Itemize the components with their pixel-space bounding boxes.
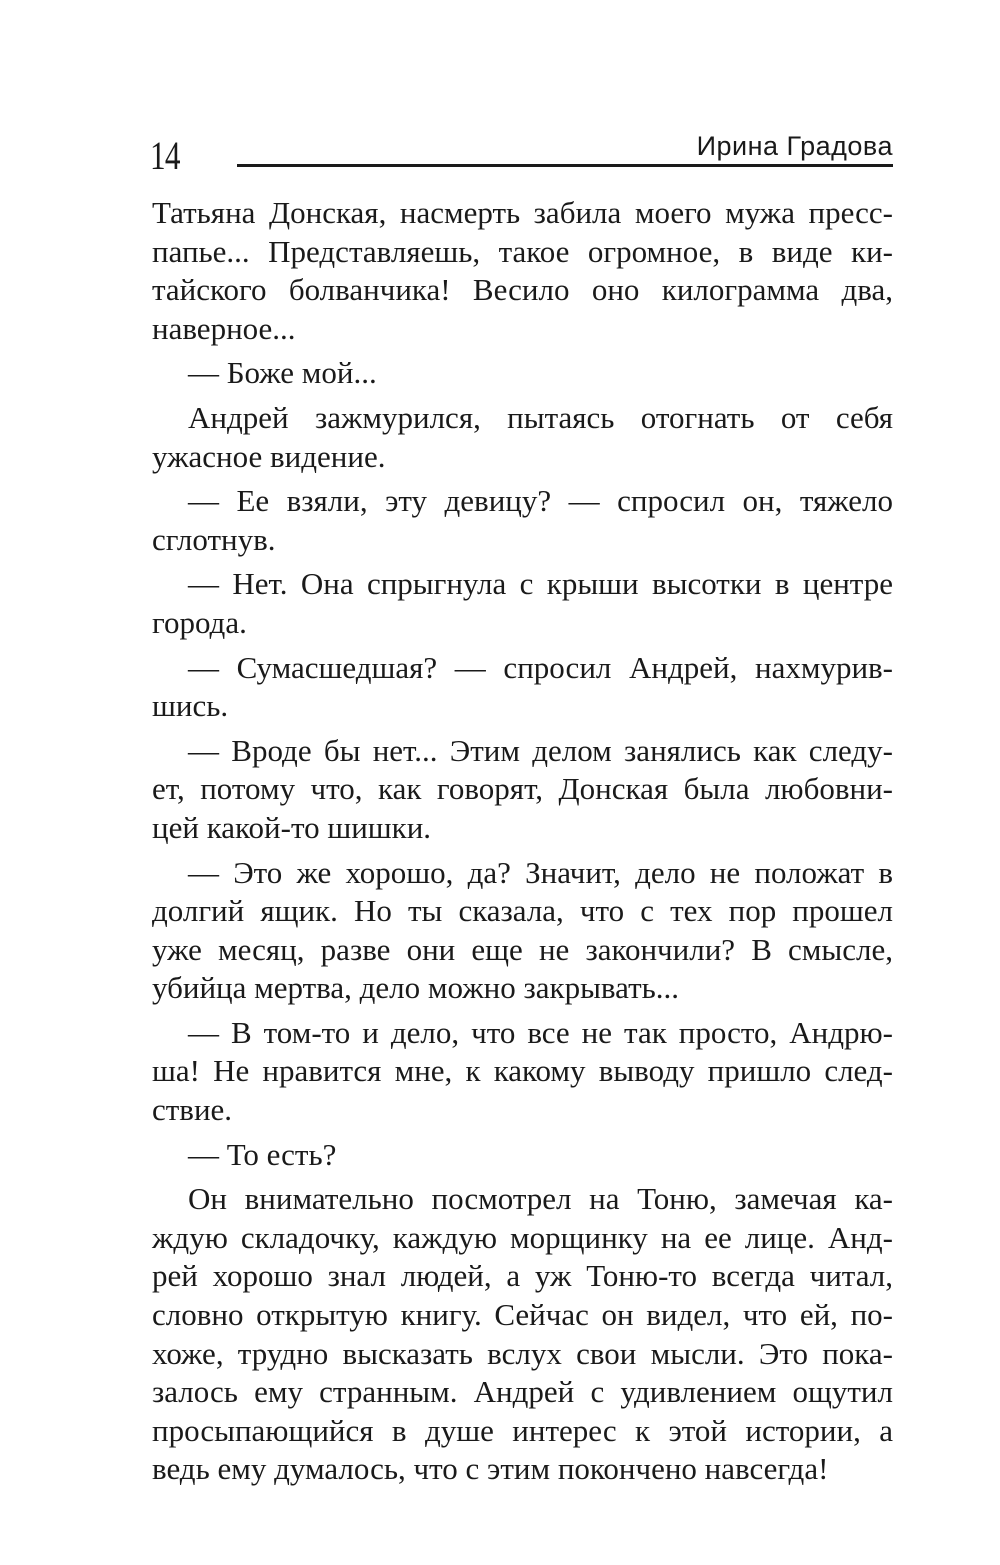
text-line: тайского болванчика! Весило оно килограмма два,: [152, 272, 893, 308]
running-header-author: Ирина Градова: [696, 131, 893, 161]
text-line: Андрей зажмурился, пытаясь отогнать от себя: [188, 399, 893, 435]
text-line: ет, потому что, как говорят, Донская была любовни-: [152, 771, 893, 807]
text-line: наверное...: [152, 310, 296, 346]
header-rule: [237, 164, 893, 167]
text-line: Татьяна Донская, насмерть забила моего мужа пресс-: [152, 195, 893, 230]
text-line: сглотнув.: [152, 521, 276, 557]
text-line: ведь ему думалось, что с этим покончено навсегда!: [152, 1451, 829, 1487]
text-line: ша! Не нравится мне, к какому выводу пришло след-: [152, 1053, 893, 1089]
paragraph: [152, 354, 893, 393]
text-line: шись.: [152, 688, 229, 724]
text-line: — Сумасшедшая? — спросил Андрей, нахмурив-: [188, 649, 893, 685]
text-line: — Боже мой...: [188, 355, 377, 391]
body-text: [152, 194, 893, 1489]
paragraph: [152, 194, 893, 348]
paragraph: [152, 1180, 893, 1489]
text-line: долгий ящик. Но ты сказала, что с тех пор прошел: [152, 893, 893, 929]
text-line: ствие.: [152, 1092, 233, 1128]
text-line: — Вроде бы нет... Этим делом занялись как следу-: [188, 732, 893, 768]
text-line: — Нет. Она спрыгнула с крыши высотки в центре: [188, 566, 893, 602]
text-line: залось ему странным. Андрей с удивлением ощутил: [152, 1374, 893, 1410]
text-line: ужасное видение.: [152, 438, 386, 474]
paragraph: [152, 482, 893, 559]
text-line: — То есть?: [188, 1136, 337, 1172]
paragraph: [152, 732, 893, 848]
text-line: просыпающийся в душе интерес к этой истории, а: [152, 1412, 893, 1448]
text-line: — В том-то и дело, что все не так просто, Андрю-: [188, 1014, 893, 1050]
paragraph: [152, 565, 893, 642]
text-line: — Это же хорошо, да? Значит, дело не положат в: [188, 854, 893, 890]
text-line: ждую складочку, каждую морщинку на ее лице. Анд-: [152, 1219, 893, 1255]
text-line: уже месяц, разве они еще не закончили? В смысле,: [152, 931, 893, 967]
text-line: города.: [152, 604, 247, 640]
text-line: рей хорошо знал людей, а уж Тоню-то всегда читал,: [152, 1258, 893, 1294]
text-line: Он внимательно посмотрел на Тоню, замечая ка-: [188, 1181, 893, 1217]
page-number: 14: [150, 133, 180, 178]
text-line: словно открытую книгу. Сейчас он видел, что ей, по-: [152, 1297, 893, 1333]
paragraph: [152, 1136, 893, 1175]
paragraph: [152, 649, 893, 726]
text-line: — Ее взяли, эту девицу? — спросил он, тяжело: [188, 483, 893, 519]
text-line: убийца мертва, дело можно закрывать...: [152, 970, 680, 1006]
text-line: цей какой-то шишки.: [152, 809, 432, 845]
paragraph: [152, 854, 893, 1008]
paragraph: [152, 1014, 893, 1130]
text-line: хоже, трудно высказать вслух свои мысли. Это пока-: [152, 1335, 893, 1371]
paragraph: [152, 399, 893, 476]
text-line: папье... Представляешь, такое огромное, в виде ки-: [152, 233, 893, 269]
